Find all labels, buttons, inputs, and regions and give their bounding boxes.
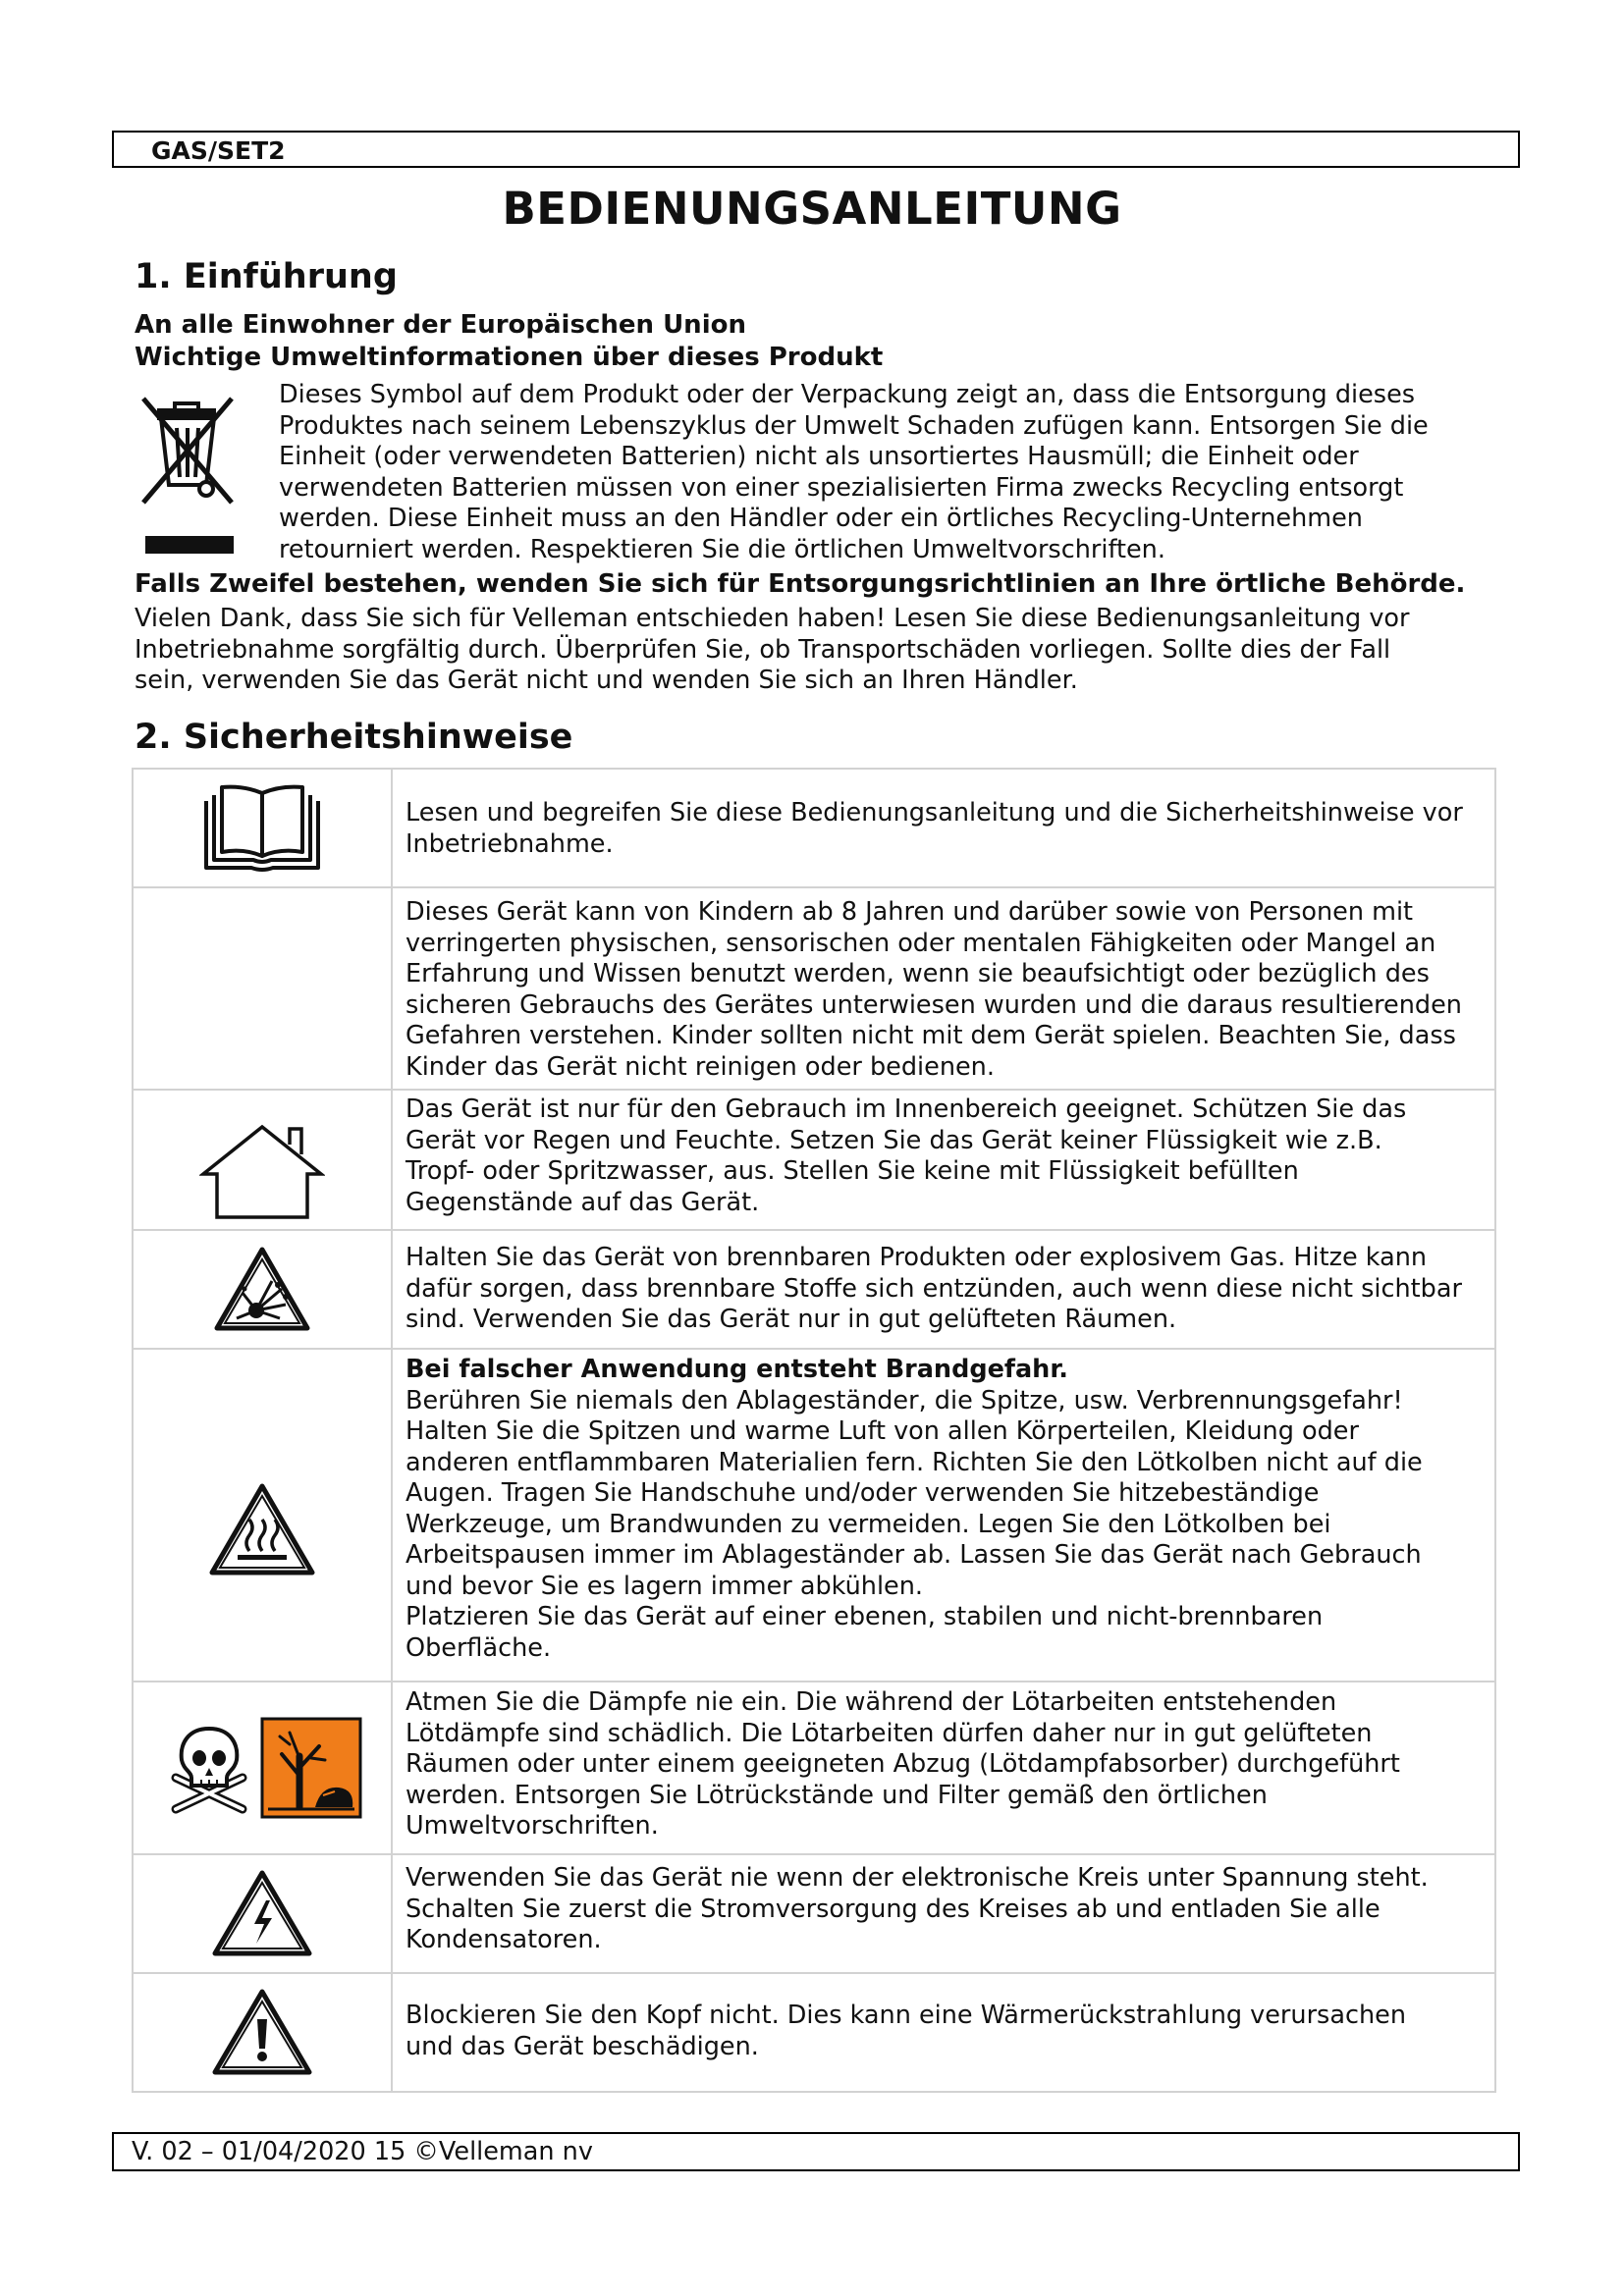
safety-row <box>133 1973 1495 2092</box>
fire-hazard-heading: Bei falscher Anwendung entsteht Brandgefahr. <box>406 1355 1068 1384</box>
safety-text-line: Das Gerät ist nur für den Gebrauch im Innenbereich geeignet. Schützen Sie das <box>406 1095 1407 1124</box>
weee-line: werden. Diese Einheit muss an den Händler oder ein örtliches Recycling-Unternehmen <box>279 504 1363 533</box>
safety-text-line: sicheren Gebrauchs des Gerätes unterwiesen wurden und die daraus resultierenden <box>406 989 1462 1020</box>
safety-text-line: Lesen und begreifen Sie diese Bedienungsanleitung und die Sicherheitshinweise vor <box>406 798 1463 828</box>
thanks-line: sein, verwenden Sie das Gerät nicht und wenden Sie sich an Ihren Händler. <box>135 666 1078 695</box>
safety-row <box>133 769 1495 887</box>
safety-text-line: Halten Sie das Gerät von brennbaren Produkten oder explosivem Gas. Hitze kann <box>406 1243 1428 1272</box>
safety-text-line: Umweltvorschriften. <box>406 1811 659 1841</box>
footer-box <box>112 2132 1520 2171</box>
safety-row <box>133 1349 1495 1682</box>
section-heading-safety: 2. Sicherheitshinweise <box>135 718 573 757</box>
safety-text-line: Räumen oder unter einem geeigneten Abzug (Lötdampfabsorber) durchgeführt <box>406 1749 1400 1779</box>
thanks-line: Vielen Dank, dass Sie sich für Velleman entschieden haben! Lesen Sie diese Bedienungsanleitung vor <box>135 604 1410 633</box>
weee-line: Einheit (oder verwendeten Batterien) nicht als unsortiertes Hausmüll; die Einheit oder <box>279 442 1359 471</box>
weee-crossed-bin-icon <box>137 391 242 558</box>
safety-text-line: Gegenstände auf das Gerät. <box>406 1187 760 1217</box>
safety-text-line: und bevor Sie es lagern immer abkühlen. <box>406 1571 924 1601</box>
safety-text-line: anderen entflammbaren Materialien fern. Richten Sie den Lötkolben nicht auf die <box>406 1447 1423 1477</box>
document-code: GAS/SET2 <box>151 136 286 165</box>
weee-line: verwendeten Batterien müssen von einer spezialisierten Firma zwecks Recycling entsorgt <box>279 472 1404 503</box>
safety-text-line: Berühren Sie niemals den Ablageständer, die Spitze, usw. Verbrennungsgefahr! <box>406 1385 1403 1415</box>
safety-text-line: verringerten physischen, sensorischen oder mentalen Fähigkeiten oder Mangel an <box>406 928 1436 958</box>
safety-text-line: Gerät vor Regen und Feuchte. Setzen Sie das Gerät keiner Flüssigkeit wie z.B. <box>406 1125 1382 1155</box>
safety-text-line: Blockieren Sie den Kopf nicht. Dies kann eine Wärmerückstrahlung verursachen <box>406 2001 1407 2030</box>
header-box <box>112 131 1520 168</box>
safety-text-line: Schalten Sie zuerst die Stromversorgung des Kreises ab und entladen Sie alle <box>406 1894 1380 1924</box>
thanks-line: Inbetriebnahme sorgfältig durch. Überprüfen Sie, ob Transportschäden vorliegen. Sollte dies der Fall <box>135 634 1391 665</box>
safety-text-line: Erfahrung und Wissen benutzt werden, wenn sie beaufsichtigt oder bezüglich des <box>406 959 1430 988</box>
weee-paragraph <box>279 380 1429 565</box>
weee-line: Produktes nach seinem Lebenszyklus der Umwelt Schaden zufügen kann. Entsorgen Sie die <box>279 410 1429 441</box>
environment-info-line: Wichtige Umweltinformationen über dieses Produkt <box>135 343 884 372</box>
safety-row <box>133 1230 1495 1349</box>
environment-hazard-icon <box>260 1717 362 1819</box>
safety-text-line: und das Gerät beschädigen. <box>406 2031 759 2061</box>
safety-text-line: Lötdämpfe sind schädlich. Die Lötarbeiten dürfen daher nur in gut gelüfteten <box>406 1718 1373 1748</box>
skull-crossbones-icon <box>162 1721 256 1815</box>
safety-row <box>133 887 1495 1090</box>
safety-text-line: Kondensatoren. <box>406 1925 602 1954</box>
safety-text-line: Oberfläche. <box>406 1632 552 1663</box>
footer-version-text: V. 02 – 01/04/2020 15 ©Velleman nv <box>132 2137 593 2166</box>
page-title: BEDIENUNGSANLEITUNG <box>502 183 1122 235</box>
safety-text-line: Dieses Gerät kann von Kindern ab 8 Jahren und darüber sowie von Personen mit <box>406 897 1414 927</box>
safety-text-line: werden. Entsorgen Sie Lötrückstände und Filter gemäß den örtlichen <box>406 1780 1268 1810</box>
explosive-warning-icon <box>213 1246 311 1334</box>
weee-line: retourniert werden. Respektieren Sie die örtlichen Umweltvorschriften. <box>279 534 1165 564</box>
hot-surface-warning-icon <box>208 1482 316 1578</box>
weee-line: Dieses Symbol auf dem Produkt oder der Verpackung zeigt an, dass die Entsorgung dieses <box>279 380 1416 409</box>
electric-shock-warning-icon <box>211 1869 313 1959</box>
indoor-house-icon <box>199 1123 325 1221</box>
thanks-paragraph <box>135 604 1410 697</box>
safety-table <box>132 768 1496 2093</box>
safety-text-line: Augen. Tragen Sie Handschuhe und/oder verwenden Sie hitzebeständige <box>406 1478 1320 1508</box>
safety-text-line: Tropf- oder Spritzwasser, aus. Stellen Sie keine mit Flüssigkeit befüllten <box>406 1156 1299 1186</box>
safety-text-line: Gefahren verstehen. Kinder sollten nicht mit dem Gerät spielen. Beachten Sie, dass <box>406 1021 1456 1050</box>
safety-row <box>133 1090 1495 1230</box>
safety-text-line: Halten Sie die Spitzen und warme Luft von allen Körperteilen, Kleidung oder <box>406 1416 1359 1446</box>
section-heading-introduction: 1. Einführung <box>135 257 398 296</box>
safety-text-line: Atmen Sie die Dämpfe nie ein. Die während der Lötarbeiten entstehenden <box>406 1687 1337 1717</box>
safety-row <box>133 1854 1495 1973</box>
manual-book-icon <box>202 783 322 874</box>
safety-text-line: Verwenden Sie das Gerät nie wenn der elektronische Kreis unter Spannung steht. <box>406 1863 1429 1893</box>
general-warning-icon <box>211 1988 313 2078</box>
safety-text-line: dafür sorgen, dass brennbare Stoffe sich entzünden, auch wenn diese nicht sichtbar <box>406 1273 1462 1304</box>
safety-row <box>133 1682 1495 1854</box>
disposal-doubt-line: Falls Zweifel bestehen, wenden Sie sich für Entsorgungsrichtlinien an Ihre örtliche Behörde. <box>135 569 1466 599</box>
safety-text-line: Arbeitspausen immer im Ablageständer ab. Lassen Sie das Gerät nach Gebrauch <box>406 1540 1422 1570</box>
safety-text-line: Platzieren Sie das Gerät auf einer ebenen, stabilen und nicht-brennbaren <box>406 1602 1324 1631</box>
safety-text-line: sind. Verwenden Sie das Gerät nur in gut gelüfteten Räumen. <box>406 1305 1177 1334</box>
safety-text-line: Werkzeuge, um Brandwunden zu vermeiden. Legen Sie den Lötkolben bei <box>406 1509 1331 1539</box>
eu-residents-line: An alle Einwohner der Europäischen Union <box>135 310 746 340</box>
safety-text-line: Kinder das Gerät nicht reinigen oder bedienen. <box>406 1051 995 1082</box>
safety-text-line: Inbetriebnahme. <box>406 828 614 859</box>
